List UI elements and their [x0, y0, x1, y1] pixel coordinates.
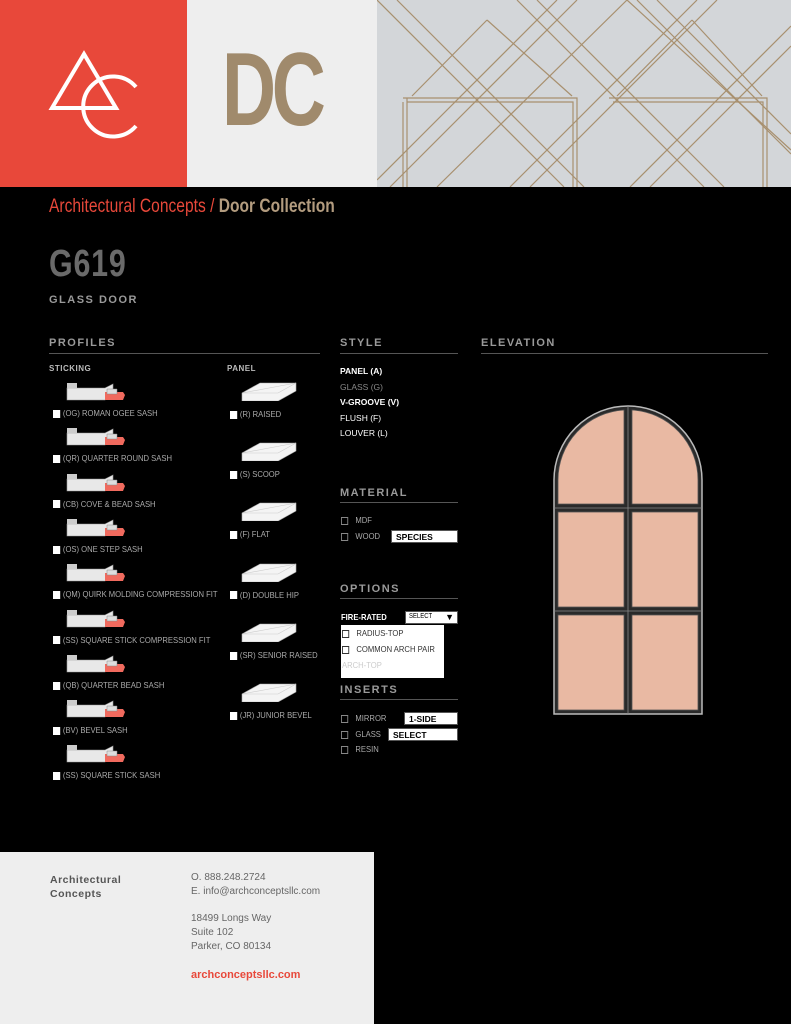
glass-checkbox[interactable] — [341, 731, 348, 739]
fire-rated-label: FIRE-RATED — [341, 612, 387, 622]
glass-mid-left — [558, 512, 624, 607]
profiles-heading: PROFILES — [49, 337, 117, 349]
style-v-groove[interactable]: V-GROOVE (V) — [340, 397, 400, 407]
panel-profile-icon — [240, 680, 298, 702]
style-panel[interactable]: PANEL (A) — [340, 366, 383, 376]
dropdown-radius-top[interactable] — [342, 628, 403, 638]
sticking-checkbox[interactable] — [53, 591, 60, 599]
footer-contact — [191, 871, 320, 899]
material-mdf[interactable] — [341, 515, 372, 525]
elevation-rule — [481, 353, 768, 354]
sticking-option[interactable] — [53, 635, 210, 645]
sticking-profile-icon — [65, 561, 127, 583]
footer-website[interactable]: archconceptsllc.com — [191, 969, 301, 981]
panel-option[interactable] — [230, 710, 312, 720]
mirror-checkbox[interactable] — [341, 715, 348, 723]
material-rule — [340, 502, 458, 503]
panel-checkbox[interactable] — [230, 471, 237, 479]
panel-label: (F) FLAT — [239, 529, 270, 540]
sticking-profile-icon — [65, 425, 127, 447]
mirror-label: MIRROR — [355, 713, 387, 723]
company-name: Architectural Concepts — [49, 196, 206, 217]
panel-profile-icon — [240, 560, 298, 582]
sticking-checkbox[interactable] — [53, 546, 60, 554]
footer-address-line1: 18499 Longs Way — [191, 913, 272, 924]
dropdown-arch-top[interactable]: ARCH-TOP — [342, 660, 382, 670]
sticking-checkbox[interactable] — [53, 727, 60, 735]
footer-company — [50, 873, 121, 901]
sticking-option[interactable] — [53, 725, 128, 735]
insert-resin[interactable] — [341, 744, 379, 754]
options-heading: OPTIONS — [340, 583, 401, 595]
line-pattern-icon — [377, 0, 791, 187]
footer-phone[interactable]: O. 888.248.2724 — [191, 872, 266, 883]
sticking-label: (SS) SQUARE STICK COMPRESSION FIT — [62, 634, 211, 645]
sticking-checkbox[interactable] — [53, 636, 60, 644]
mdf-label: MDF — [355, 515, 372, 525]
radius-top-checkbox[interactable] — [342, 630, 349, 638]
wood-label: WOOD — [355, 531, 381, 541]
brand-logo-block — [0, 0, 187, 187]
elevation-heading: ELEVATION — [481, 337, 556, 349]
style-glass[interactable]: GLASS (G) — [340, 381, 383, 392]
resin-label: RESIN — [355, 744, 379, 754]
header-pattern — [377, 0, 791, 187]
wood-checkbox[interactable] — [341, 533, 348, 541]
panel-checkbox[interactable] — [230, 652, 237, 660]
material-wood[interactable] — [341, 531, 380, 541]
panel-checkbox[interactable] — [230, 531, 237, 539]
sticking-label: (OG) ROMAN OGEE SASH — [62, 408, 158, 418]
model-number: G619 — [49, 243, 127, 285]
sticking-checkbox[interactable] — [53, 455, 60, 463]
insert-mirror[interactable] — [341, 713, 386, 723]
footer-address-line3: Parker, CO 80134 — [191, 941, 272, 952]
panel-option[interactable] — [230, 529, 270, 539]
glass-mid-right — [632, 512, 698, 607]
footer-address-line2: Suite 102 — [191, 927, 234, 938]
glass-top-right — [632, 410, 698, 504]
sticking-option[interactable] — [53, 589, 218, 599]
style-flush[interactable]: FLUSH (F) — [340, 412, 382, 423]
radius-top-label: RADIUS-TOP — [356, 628, 404, 638]
species-field[interactable]: SPECIES — [391, 530, 458, 543]
sticking-label: (SS) SQUARE STICK SASH — [62, 770, 161, 781]
style-heading: STYLE — [340, 337, 383, 349]
page-title — [49, 196, 335, 218]
panel-checkbox[interactable] — [230, 712, 237, 720]
inserts-heading: INSERTS — [340, 684, 399, 696]
glass-select-field[interactable]: SELECT — [388, 728, 458, 741]
product-type: GLASS DOOR — [49, 294, 138, 306]
sticking-label: (BV) BEVEL SASH — [62, 725, 128, 736]
style-rule — [340, 353, 458, 354]
glass-label: GLASS — [355, 729, 381, 739]
sticking-option[interactable] — [53, 680, 164, 690]
sticking-profile-icon — [65, 607, 127, 629]
panel-profile-icon — [240, 439, 298, 461]
sticking-option[interactable] — [53, 408, 158, 418]
panel-option[interactable] — [230, 650, 318, 660]
sticking-option[interactable] — [53, 770, 160, 780]
footer-company-line2: Concepts — [50, 888, 102, 900]
sticking-profile-icon — [65, 516, 127, 538]
glass-top-left — [558, 410, 624, 504]
dropdown-common-arch-pair[interactable] — [342, 644, 435, 654]
panel-profile-icon — [240, 620, 298, 642]
sticking-profile-icon — [65, 652, 127, 674]
footer-address — [191, 912, 271, 954]
collection-mark: DC — [222, 32, 322, 148]
sticking-label: (QR) QUARTER ROUND SASH — [62, 453, 172, 464]
panel-label: (JR) JUNIOR BEVEL — [239, 710, 312, 720]
sticking-label: (QM) QUIRK MOLDING COMPRESSION FIT — [62, 589, 218, 600]
sticking-label: (QB) QUARTER BEAD SASH — [62, 679, 165, 690]
panel-checkbox[interactable] — [230, 591, 237, 599]
material-heading: MATERIAL — [340, 487, 409, 499]
mdf-checkbox[interactable] — [341, 517, 348, 525]
sticking-option[interactable] — [53, 499, 156, 509]
panel-label: (R) RAISED — [239, 409, 282, 419]
sticking-option[interactable] — [53, 453, 172, 463]
sticking-label: (CB) COVE & BEAD SASH — [62, 498, 156, 509]
common-arch-pair-checkbox[interactable] — [342, 646, 349, 654]
fire-rated-select-value: SELECT — [409, 613, 433, 620]
sticking-profile-icon — [65, 380, 127, 402]
mirror-sides-field[interactable]: 1-SIDE — [404, 712, 458, 725]
panel-profile-icon — [240, 379, 298, 401]
sticking-checkbox[interactable] — [53, 410, 60, 418]
sticking-profile-icon — [65, 697, 127, 719]
common-arch-pair-label: COMMON ARCH PAIR — [356, 644, 435, 654]
panel-heading: PANEL — [227, 364, 257, 373]
ac-logo-icon — [0, 0, 187, 187]
footer-company-line1: Architectural — [50, 874, 122, 886]
glass-bot-left — [558, 615, 624, 710]
fire-rated-select[interactable] — [405, 611, 458, 624]
panel-profile-icon — [240, 499, 298, 521]
panel-label: (S) SCOOP — [239, 469, 280, 480]
sticking-heading: STICKING — [49, 364, 92, 373]
footer — [0, 852, 374, 1024]
panel-label: (SR) SENIOR RAISED — [239, 649, 318, 660]
style-louver[interactable]: LOUVER (L) — [340, 428, 388, 438]
style-list — [340, 364, 399, 442]
panel-option[interactable] — [230, 469, 280, 479]
glass-bot-right — [632, 615, 698, 710]
sticking-checkbox[interactable] — [53, 772, 60, 780]
fire-rated-dropdown — [341, 625, 444, 678]
sticking-profile-icon — [65, 742, 127, 764]
sticking-profile-icon — [65, 471, 127, 493]
profiles-rule — [49, 353, 320, 354]
inserts-rule — [340, 699, 458, 700]
door-elevation — [552, 404, 704, 716]
panel-option[interactable] — [230, 590, 299, 600]
footer-email[interactable]: E. info@archconceptsllc.com — [191, 886, 321, 897]
options-rule — [340, 598, 458, 599]
insert-glass[interactable] — [341, 729, 381, 739]
title-separator: / — [205, 196, 219, 217]
resin-checkbox[interactable] — [341, 746, 348, 754]
panel-option[interactable] — [230, 409, 281, 419]
panel-label: (D) DOUBLE HIP — [239, 589, 299, 600]
collection-name: Door Collection — [218, 196, 335, 217]
sticking-checkbox[interactable] — [53, 682, 60, 690]
sticking-option[interactable] — [53, 544, 143, 554]
sticking-label: (OS) ONE STEP SASH — [62, 543, 143, 554]
chevron-down-icon: ▼ — [445, 612, 454, 622]
sticking-checkbox[interactable] — [53, 500, 60, 508]
panel-checkbox[interactable] — [230, 411, 237, 419]
